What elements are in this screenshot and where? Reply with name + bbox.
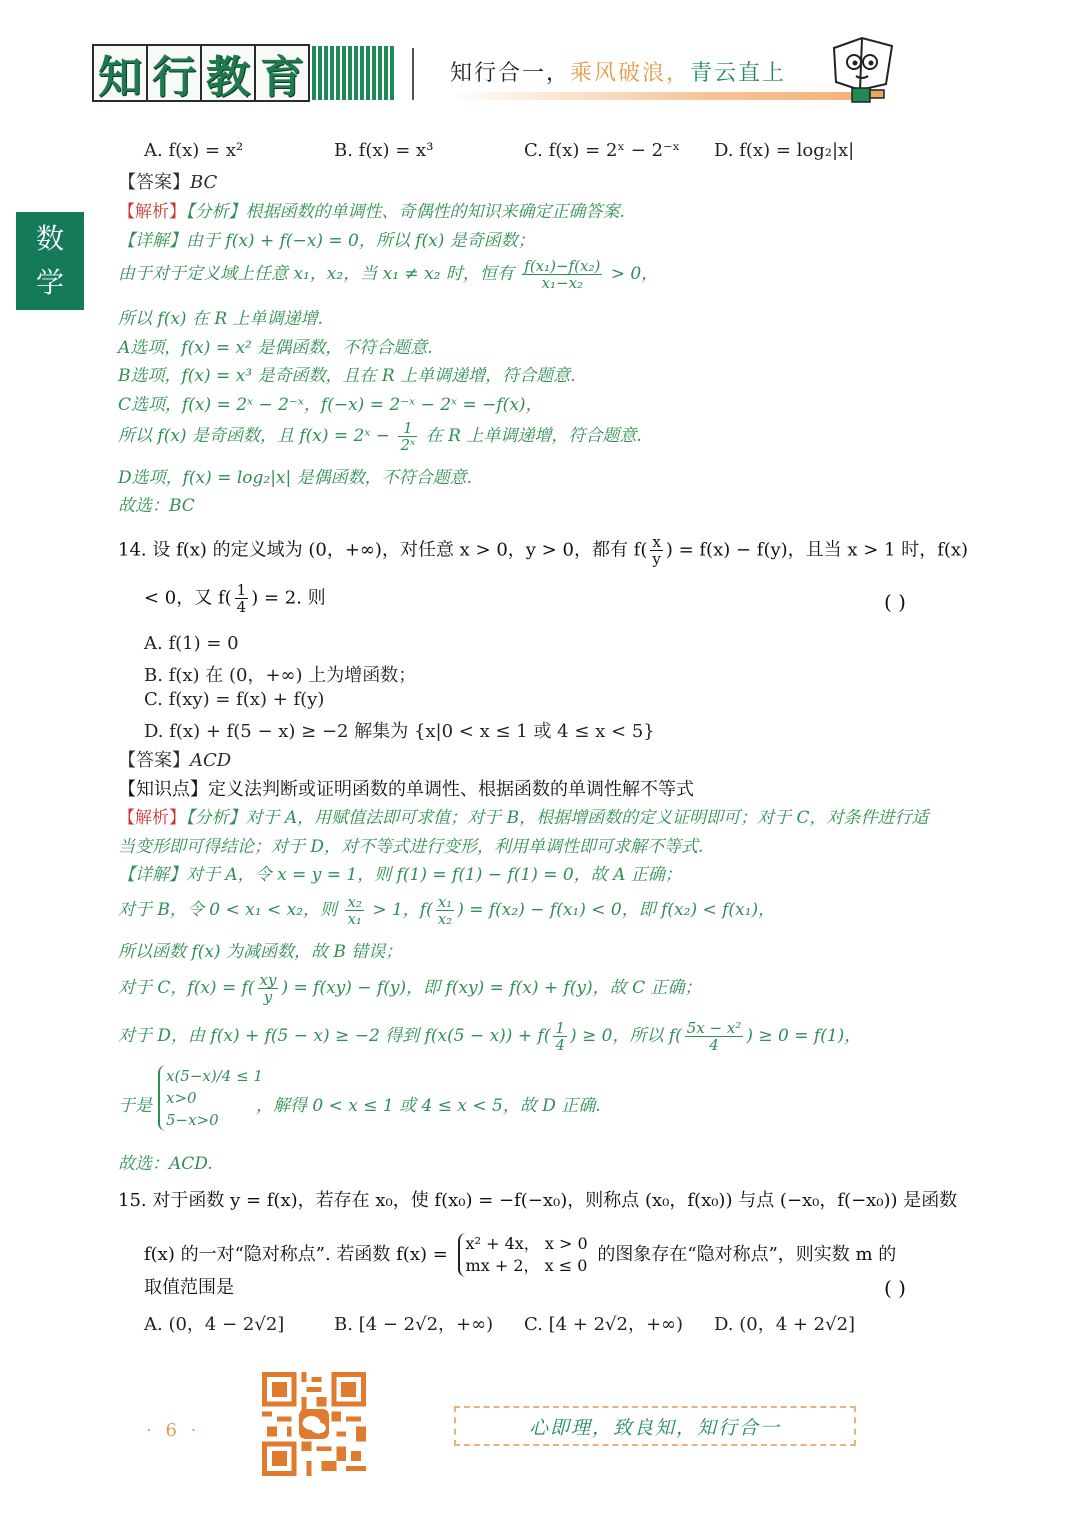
q13-option-c: C. f(x) = 2ˣ − 2⁻ˣ [524, 140, 681, 161]
answer-value: ACD [190, 750, 232, 771]
fraction-denominator: 4 [709, 1036, 719, 1054]
stem-text: ) = 2. 则 [251, 587, 326, 609]
detail-text: 对于 C，f(x) = f( [118, 978, 255, 998]
footer-motto: 心即理，致良知，知行合一 [454, 1406, 856, 1446]
q15-answer-blank: ( ) [884, 1276, 906, 1300]
q14-conclusion: 故选：ACD. [118, 1154, 213, 1174]
q13-detail-3: 所以 f(x) 在 R 上单调递增. [118, 309, 323, 329]
q15-option-a: A. (0，4 − 2√2] [144, 1314, 285, 1335]
q14-stem-line-2 [144, 582, 326, 615]
detail-text: 对于 D，由 f(x) + f(5 − x) ≥ −2 得到 f(x(5 − x)) + f( [118, 1026, 551, 1046]
system-line: 5−x>0 [166, 1111, 219, 1129]
stem-text: < 0，又 f( [144, 587, 232, 609]
q14-option-d: D. f(x) + f(5 − x) ≥ −2 解集为 {x|0 < x ≤ 1 或 4 ≤ x < 5} [144, 721, 655, 742]
fraction [345, 894, 363, 927]
fraction [522, 258, 602, 291]
side-tab-char: 学 [35, 266, 64, 299]
q15-stem-line-1: 15. 对于函数 y = f(x)，若存在 x₀，使 f(x₀) = −f(−x₀)，则称点 (x₀，f(x₀)) 与点 (−x₀，f(−x₀)) 是函数 [118, 1190, 958, 1211]
analysis-label: 【解析】 [118, 808, 186, 828]
q13-detail-2 [118, 258, 658, 291]
fraction-numerator: xy [259, 971, 277, 989]
stem-text: 14. 设 f(x) 的定义域为 (0，+∞)，对任意 x > 0，y > 0，都有 f( [118, 539, 648, 561]
detail-text: 在 R 上单调递增，符合题意. [425, 426, 642, 446]
q14-detail-1: 【详解】对于 A，令 x = y = 1，则 f(1) = f(1) − f(1) = 0，故 A 正确； [118, 865, 682, 885]
answer-label: 【答案】 [118, 172, 190, 193]
detail-text: 由于 f(x) + f(−x) = 0，所以 f(x) 是奇函数； [186, 231, 535, 251]
piece-line: x² + 4x， x > 0 [465, 1234, 588, 1253]
slogan-part: 知行合一， [450, 61, 571, 86]
fraction-denominator: 4 [236, 598, 247, 616]
q15-option-c: C. [4 + 2√2，+∞) [524, 1314, 684, 1335]
q13-detail-7 [118, 420, 642, 453]
header-divider [412, 48, 414, 100]
analysis-label: 【解析】 [118, 202, 186, 222]
detail-text: > 0， [610, 264, 659, 284]
brand-logo [92, 44, 396, 102]
q14-detail-3: 所以函数 f(x) 为减函数，故 B 错误； [118, 942, 403, 962]
q14-analysis-1 [118, 807, 929, 829]
q14-detail-2 [118, 894, 775, 927]
fraction [398, 420, 417, 453]
fraction-numerator: 5x − x² [686, 1019, 742, 1037]
fraction-denominator: x₁−x₂ [541, 274, 584, 292]
fraction [685, 1020, 744, 1053]
fraction-denominator: 4 [555, 1036, 565, 1054]
mascot-book-icon [826, 34, 900, 104]
fraction-numerator: 1 [398, 420, 417, 437]
fraction-denominator: x₂ [437, 910, 453, 928]
q14-analysis-2: 当变形即可得结论；对于 D，对不等式进行变形，利用单调性即可求解不等式. [118, 837, 704, 857]
q13-option-b: B. f(x) = x³ [334, 140, 434, 161]
q14-detail-5 [118, 1020, 861, 1053]
logo-char: 知 [94, 46, 148, 100]
piecewise-function [458, 1233, 588, 1277]
fraction-numerator: 1 [236, 581, 247, 599]
fraction-numerator: f(x₁)−f(x₂) [524, 257, 601, 275]
slogan-part: 青云直上 [690, 61, 787, 86]
detail-text: > 1，f( [372, 900, 433, 920]
q14-stem-line-1 [118, 534, 968, 567]
fraction [436, 894, 454, 927]
q13-analysis [118, 201, 625, 223]
qr-code-icon[interactable] [262, 1372, 366, 1476]
side-tab-char: 数 [35, 222, 64, 255]
q13-conclusion: 故选：BC [118, 496, 195, 516]
analysis-text: 【分析】根据函数的单调性、奇偶性的知识来确定正确答案. [186, 202, 625, 222]
q13-option-a: A. f(x) = x² [144, 140, 244, 161]
q13-detail-5: B选项，f(x) = x³ 是奇函数，且在 R 上单调递增，符合题意. [118, 366, 576, 386]
logo-char: 教 [202, 46, 256, 100]
q15-stem-line-3: 取值范围是 [144, 1277, 234, 1298]
q14-option-b: B. f(x) 在 (0，+∞) 上为增函数； [144, 665, 417, 686]
fraction [553, 1020, 567, 1053]
q13-option-d: D. f(x) = log₂|x| [714, 140, 855, 161]
q14-detail-6-suffix: ，解得 0 < x ≤ 1 或 4 ≤ x < 5，故 D 正确. [256, 1096, 601, 1116]
fraction [235, 582, 249, 615]
detail-label: 【详解】 [118, 231, 186, 251]
detail-text: 对于 B，令 0 < x₁ < x₂，则 [118, 900, 338, 920]
q13-detail-6: C选项，f(x) = 2ˣ − 2⁻ˣ，f(−x) = 2⁻ˣ − 2ˣ = −f(x)， [118, 395, 543, 415]
fraction-denominator: x₁ [347, 910, 362, 928]
q14-detail-6-prefix: 于是 [118, 1096, 152, 1116]
q14-knowledge-point: 【知识点】定义法判断或证明函数的单调性、根据函数的单调性解不等式 [118, 779, 694, 800]
q15-option-b: B. [4 − 2√2，+∞) [334, 1314, 494, 1335]
piece-line: mx + 2， x ≤ 0 [465, 1256, 588, 1275]
q13-detail-4: A选项，f(x) = x² 是偶函数，不符合题意. [118, 338, 433, 358]
fraction-denominator: y [652, 550, 661, 568]
q13-answer [118, 172, 217, 194]
answer-value: BC [190, 172, 218, 193]
fraction-numerator: x₁ [437, 893, 453, 911]
detail-text: 由于对于定义域上任意 x₁，x₂，当 x₁ ≠ x₂ 时，恒有 [118, 264, 514, 284]
fraction-denominator: 2ˣ [400, 436, 416, 454]
q13-detail-8: D选项，f(x) = log₂|x| 是偶函数，不符合题意. [118, 468, 473, 488]
detail-text: ) = f(x₂) − f(x₁) < 0，即 f(x₂) < f(x₁)， [457, 900, 776, 920]
detail-text: 所以 f(x) 是奇函数，且 f(x) = 2ˣ − [118, 426, 391, 446]
slogan-part: 乘风破浪， [570, 61, 691, 86]
fraction-denominator: y [263, 988, 273, 1006]
q13-detail-1 [118, 230, 535, 252]
fraction-numerator: 1 [555, 1019, 565, 1037]
q14-option-a: A. f(1) = 0 [144, 633, 239, 654]
logo-char: 育 [260, 52, 304, 103]
fraction [650, 534, 662, 567]
q14-answer-blank: ( ) [884, 590, 906, 614]
stem-text: ) = f(x) − f(y)，且当 x > 1 时，f(x) [665, 539, 969, 561]
system-line: x>0 [166, 1089, 197, 1107]
q15-stem-line-2 [144, 1233, 896, 1277]
detail-text: ) ≥ 0 = f(1)， [746, 1026, 862, 1046]
logo-char: 行 [148, 46, 202, 100]
header-accent-bar [450, 92, 860, 100]
q14-answer [118, 750, 231, 772]
fraction-numerator: x₂ [347, 893, 362, 911]
q14-option-c: C. f(xy) = f(x) + f(y) [144, 689, 325, 710]
answer-label: 【答案】 [118, 750, 190, 771]
stem-text: f(x) 的一对“隐对称点”. 若函数 f(x) = [144, 1244, 448, 1265]
stem-text: 的图象存在“隐对称点”，则实数 m 的 [597, 1244, 897, 1265]
analysis-text: 【分析】对于 A，用赋值法即可求值；对于 B，根据增函数的定义证明即可；对于 C，对条件进行适 [186, 808, 929, 828]
header-slogan [450, 56, 786, 87]
detail-text: ) ≥ 0，所以 f( [569, 1026, 682, 1046]
fraction [258, 972, 279, 1005]
q15-option-d: D. (0，4 + 2√2] [714, 1314, 856, 1335]
fraction-numerator: x [650, 534, 662, 551]
page-number: · 6 · [146, 1420, 201, 1441]
logo-stripes [312, 46, 396, 100]
subject-side-tab [16, 212, 84, 310]
inequality-system [158, 1065, 263, 1131]
system-line: x(5−x)/4 ≤ 1 [166, 1067, 263, 1085]
q14-detail-4 [118, 972, 702, 1005]
detail-text: ) = f(xy) − f(y)，即 f(xy) = f(x) + f(y)，故 C 正确； [281, 978, 702, 998]
